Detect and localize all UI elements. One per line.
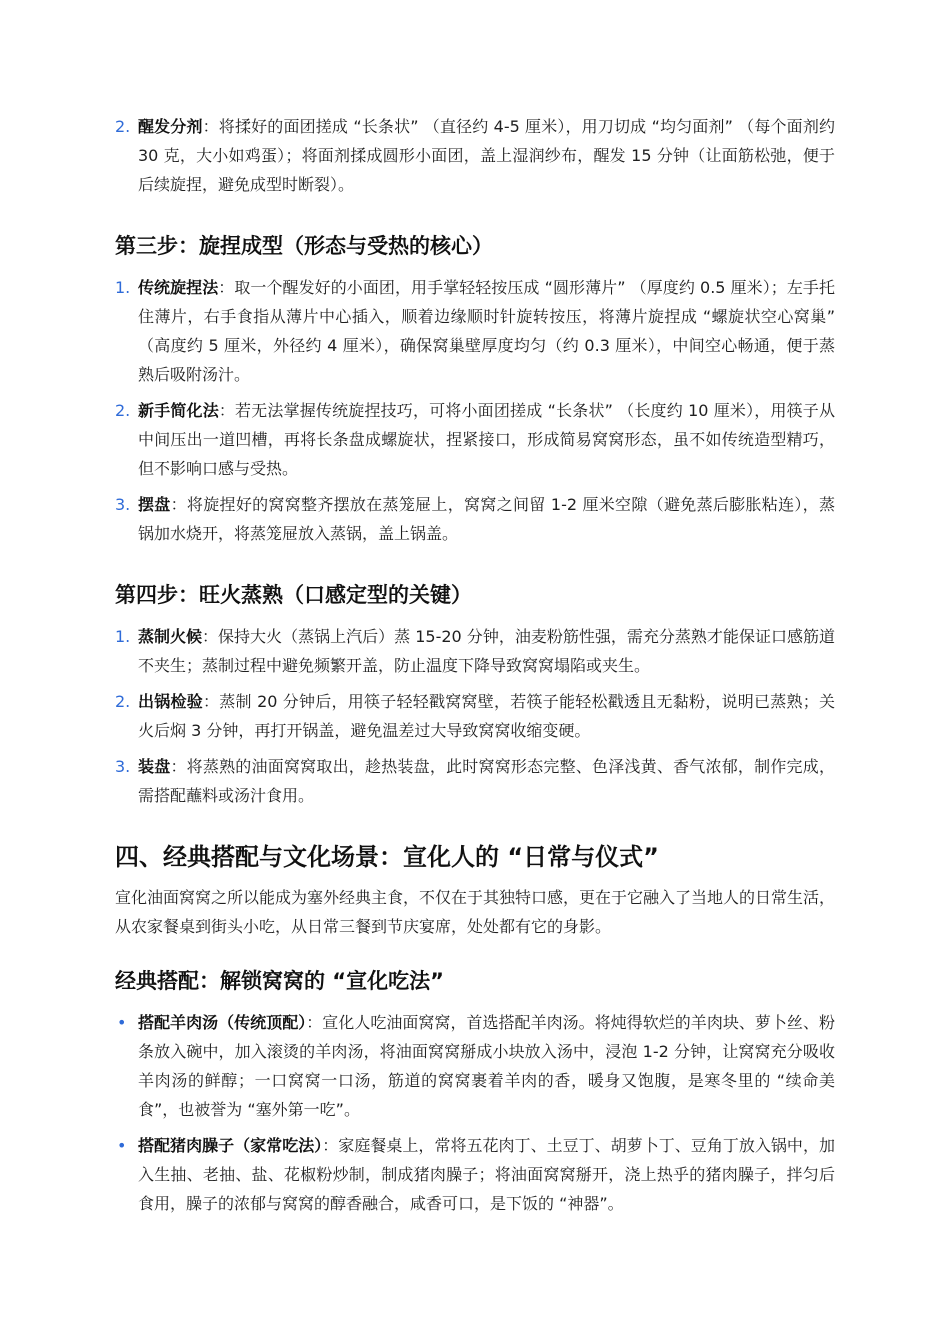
item-text: ：将揉好的面团搓成 “长条状” （直径约 4-5 厘米），用刀切成 “均匀面剂” （每个面剂约 30 克，大小如鸡蛋）；将面剂揉成圆形小面团，盖上湿润纱布，醒发 15 分钟（让面筋松弛，便于后续旋捏，避免成型时断裂）。 <box>138 117 835 194</box>
item-text: ：家庭餐桌上，常将五花肉丁、土豆丁、胡萝卜丁、豆角丁放入锅中，加入生抽、老抽、盐、花椒粉炒制，制成猪肉臊子；将油面窝窝掰开，浇上热乎的猪肉臊子，拌匀后食用，臊子的浓郁与窝窝的醇香融合，咸香可口，是下饭的 “神器”。 <box>138 1136 835 1213</box>
item-text: ：将蒸熟的油面窝窝取出，趁热装盘，此时窝窝形态完整、色泽浅黄、香气浓郁，制作完成，需搭配蘸料或汤汁食用。 <box>138 757 835 805</box>
item-term: 搭配猪肉臊子（家常吃法） <box>138 1136 323 1155</box>
list-item <box>115 622 835 680</box>
bullet-marker: • <box>117 1013 127 1032</box>
section4-heading: 四、经典搭配与文化场景：宣化人的 “日常与仪式” <box>115 843 659 871</box>
section4-intro: 宣化油面窝窝之所以能成为塞外经典主食，不仅在于其独特口感，更在于它融入了当地人的日常生活，从农家餐桌到街头小吃，从日常三餐到节庆宴席，处处都有它的身影。 <box>115 888 836 936</box>
step2-list <box>115 112 835 199</box>
list-number: 1. <box>115 278 131 297</box>
list-item <box>115 112 835 199</box>
pairing-list <box>115 1008 835 1218</box>
step3-list <box>115 273 835 548</box>
item-text: ：取一个醒发好的小面团，用手掌轻轻按压成 “圆形薄片” （厚度约 0.5 厘米）；左手托住薄片，右手食指从薄片中心插入，顺着边缘顺时针旋转按压，将薄片旋捏成 “螺旋状空心窝巢” （高度约 5 厘米，外径约 4 厘米），确保窝巢壁厚度均匀（约 0.3 厘米），中间空心畅通，便于蒸熟后吸附汤汁。 <box>138 278 835 384</box>
item-term: 装盘 <box>138 757 171 776</box>
item-term: 出锅检验 <box>138 692 203 711</box>
item-term: 蒸制火候 <box>138 627 203 646</box>
item-text: ：保持大火（蒸锅上汽后）蒸 15-20 分钟，油麦粉筋性强，需充分蒸熟才能保证口感筋道不夹生；蒸制过程中避免频繁开盖，防止温度下降导致窝窝塌陷或夹生。 <box>138 627 835 675</box>
list-number: 2. <box>115 117 131 136</box>
list-item <box>115 490 835 548</box>
item-term: 新手简化法 <box>138 401 219 420</box>
item-text: ：蒸制 20 分钟后，用筷子轻轻戳窝窝壁，若筷子能轻松戳透且无黏粉，说明已蒸熟；关火后焖 3 分钟，再打开锅盖，避免温差过大导致窝窝收缩变硬。 <box>138 692 835 740</box>
pairing-heading: 经典搭配：解锁窝窝的 “宣化吃法” <box>115 969 444 993</box>
item-term: 醒发分剂 <box>138 117 203 136</box>
list-item <box>115 273 835 389</box>
list-number: 2. <box>115 401 131 420</box>
list-number: 2. <box>115 692 131 711</box>
list-item <box>115 752 835 810</box>
step3-heading: 第三步：旋捏成型（形态与受热的核心） <box>115 234 493 258</box>
list-item <box>115 396 835 483</box>
item-term: 摆盘 <box>138 495 171 514</box>
item-text: ：若无法掌握传统旋捏技巧，可将小面团搓成 “长条状” （长度约 10 厘米），用筷子从中间压出一道凹槽，再将长条盘成螺旋状，捏紧接口，形成简易窝窝形态，虽不如传统造型精巧，但不影响口感与受热。 <box>138 401 835 478</box>
list-item <box>115 1131 835 1218</box>
item-term: 搭配羊肉汤（传统顶配） <box>138 1013 307 1032</box>
step4-heading: 第四步：旺火蒸熟（口感定型的关键） <box>115 583 472 607</box>
list-item <box>115 687 835 745</box>
list-item <box>115 1008 835 1124</box>
item-text: ：将旋捏好的窝窝整齐摆放在蒸笼屉上，窝窝之间留 1-2 厘米空隙（避免蒸后膨胀粘连），蒸锅加水烧开，将蒸笼屉放入蒸锅，盖上锅盖。 <box>138 495 835 543</box>
list-number: 3. <box>115 495 131 514</box>
list-number: 1. <box>115 627 131 646</box>
bullet-marker: • <box>117 1136 127 1155</box>
step4-list <box>115 622 835 810</box>
list-number: 3. <box>115 757 131 776</box>
item-text: ：宣化人吃油面窝窝，首选搭配羊肉汤。将炖得软烂的羊肉块、萝卜丝、粉条放入碗中，加入滚烫的羊肉汤，将油面窝窝掰成小块放入汤中，浸泡 1-2 分钟，让窝窝充分吸收羊肉汤的鲜醇；一口窝窝一口汤，筋道的窝窝裹着羊肉的香，暖身又饱腹，是寒冬里的 “续命美食”，也被誉为 “塞外第一吃”。 <box>138 1013 835 1119</box>
document-content <box>115 112 835 1225</box>
item-term: 传统旋捏法 <box>138 278 219 297</box>
